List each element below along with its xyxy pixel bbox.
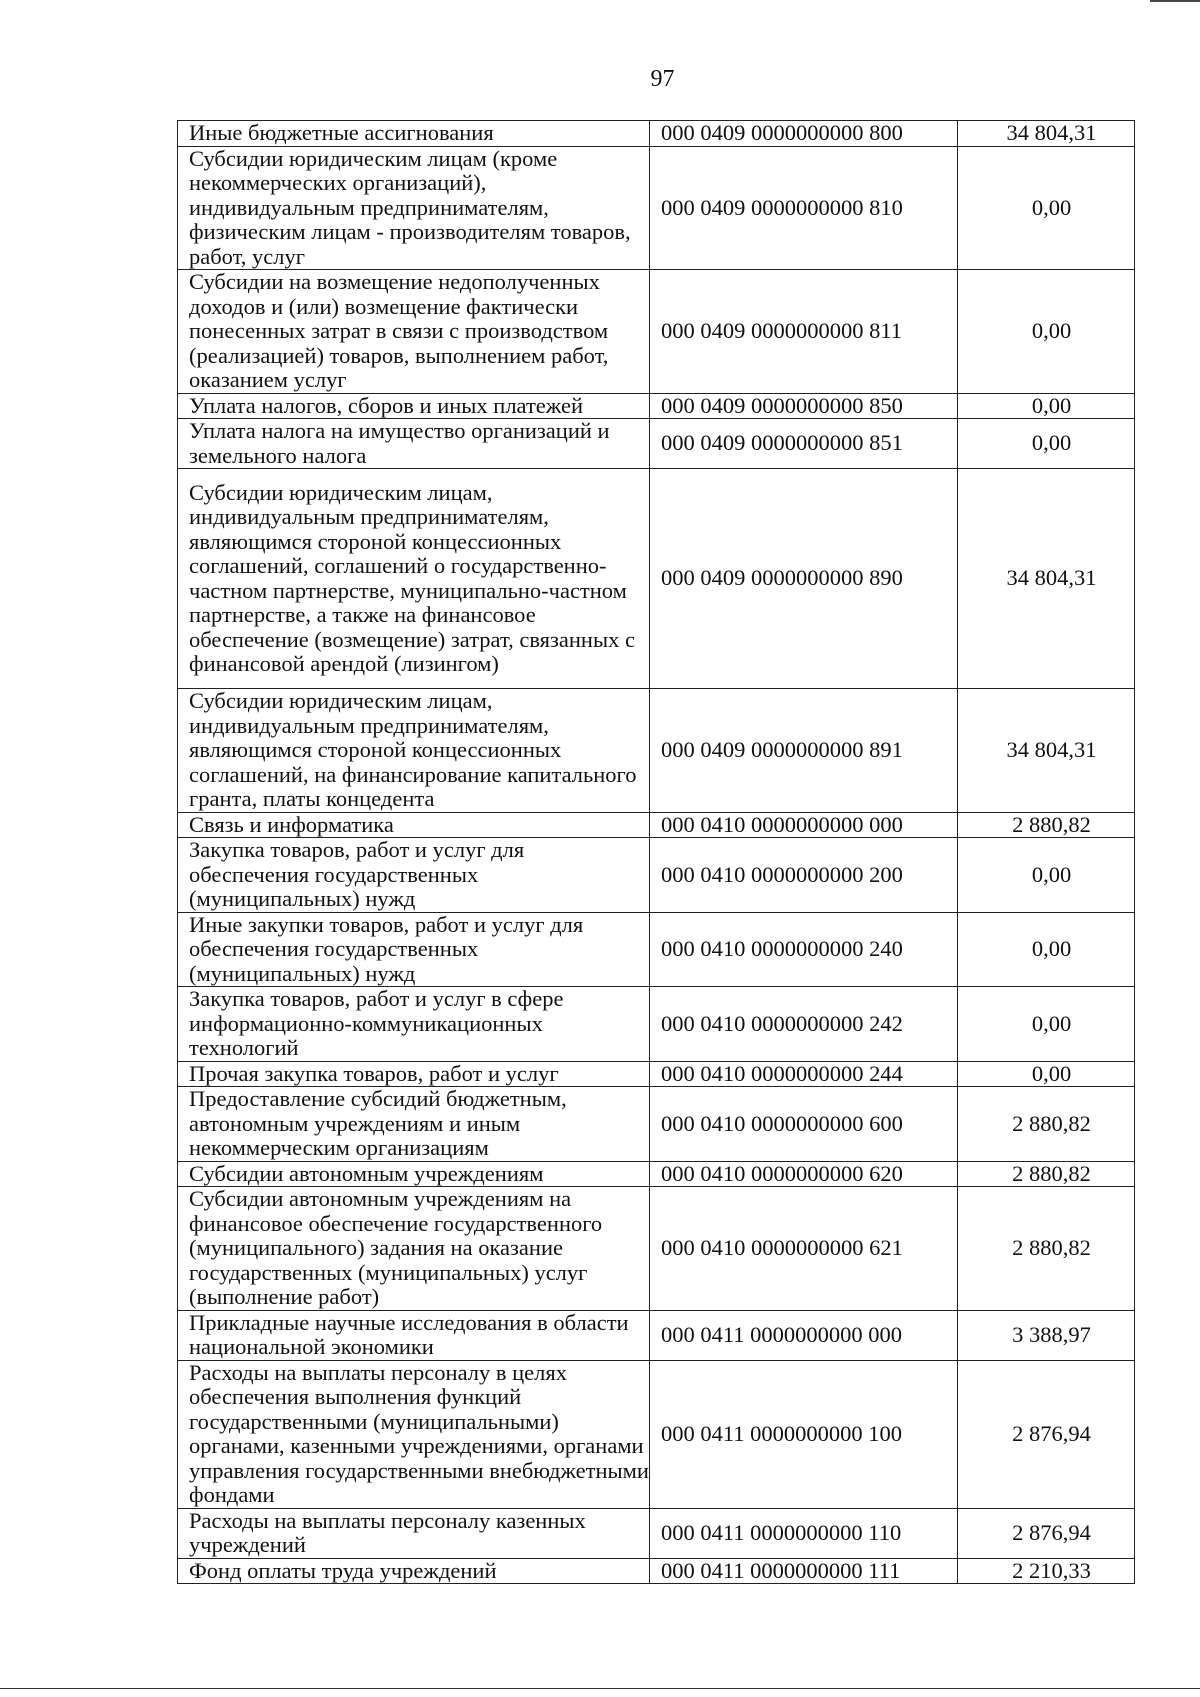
row-name-cell: Субсидии на возмещение недополученных доходов и (или) возмещение фактически понесенных затрат в связи с производством (реализацией) товаров, выполнением работ, оказанием услуг xyxy=(178,270,650,394)
table-row xyxy=(178,1187,1135,1311)
table-row xyxy=(178,393,1135,419)
row-name-cell: Уплата налогов, сборов и иных платежей xyxy=(178,393,650,419)
row-amount-cell: 0,00 xyxy=(958,912,1135,987)
row-amount-cell: 0,00 xyxy=(958,838,1135,913)
table-row xyxy=(178,689,1135,813)
row-amount-cell: 34 804,31 xyxy=(958,121,1135,147)
row-code-cell: 000 0410 0000000000 620 xyxy=(650,1161,958,1187)
row-code-cell: 000 0409 0000000000 811 xyxy=(650,270,958,394)
row-name-cell: Фонд оплаты труда учреждений xyxy=(178,1558,650,1584)
row-amount-cell: 0,00 xyxy=(958,987,1135,1062)
table-row xyxy=(178,121,1135,147)
table-row xyxy=(178,987,1135,1062)
row-code-cell: 000 0409 0000000000 800 xyxy=(650,121,958,147)
row-amount-cell: 2 880,82 xyxy=(958,1187,1135,1311)
table-row xyxy=(178,1087,1135,1162)
row-amount-cell: 34 804,31 xyxy=(958,689,1135,813)
budget-table xyxy=(177,120,1135,1584)
row-name-cell: Иные закупки товаров, работ и услуг для обеспечения государственных (муниципальных) нужд xyxy=(178,912,650,987)
table-row xyxy=(178,270,1135,394)
page-number: 97 xyxy=(650,66,675,92)
row-amount-cell: 0,00 xyxy=(958,1061,1135,1087)
row-amount-cell: 3 388,97 xyxy=(958,1310,1135,1360)
row-name-cell: Закупка товаров, работ и услуг для обеспечения государственных (муниципальных) нужд xyxy=(178,838,650,913)
row-name-cell: Прикладные научные исследования в области национальной экономики xyxy=(178,1310,650,1360)
table-row xyxy=(178,812,1135,838)
row-code-cell: 000 0410 0000000000 200 xyxy=(650,838,958,913)
table-row xyxy=(178,1558,1135,1584)
row-code-cell: 000 0410 0000000000 621 xyxy=(650,1187,958,1311)
row-code-cell: 000 0409 0000000000 850 xyxy=(650,393,958,419)
row-code-cell: 000 0409 0000000000 810 xyxy=(650,146,958,270)
row-name-cell: Связь и информатика xyxy=(178,812,650,838)
row-name-cell: Субсидии юридическим лицам (кроме некоммерческих организаций), индивидуальным предпринимателям, физическим лицам - производителям товаров, работ, услуг xyxy=(178,146,650,270)
row-code-cell: 000 0409 0000000000 891 xyxy=(650,689,958,813)
row-name-cell: Расходы на выплаты персоналу в целях обеспечения выполнения функций государственными (муниципальными) органами, казенными учреждениями, органами управления государственными внебюджетными фондами xyxy=(178,1360,650,1508)
table-row xyxy=(178,1061,1135,1087)
row-name-cell: Предоставление субсидий бюджетным, автономным учреждениям и иным некоммерческим организациям xyxy=(178,1087,650,1162)
row-amount-cell: 34 804,31 xyxy=(958,469,1135,689)
row-name-cell: Субсидии юридическим лицам, индивидуальным предпринимателям, являющимся стороной концессионных соглашений, на финансирование капитального гранта, платы концедента xyxy=(178,689,650,813)
row-amount-cell: 2 210,33 xyxy=(958,1558,1135,1584)
row-code-cell: 000 0411 0000000000 000 xyxy=(650,1310,958,1360)
row-amount-cell: 0,00 xyxy=(958,146,1135,270)
row-name-cell: Иные бюджетные ассигнования xyxy=(178,121,650,147)
row-code-cell: 000 0410 0000000000 000 xyxy=(650,812,958,838)
row-amount-cell: 2 876,94 xyxy=(958,1360,1135,1508)
table-row xyxy=(178,912,1135,987)
row-name-cell: Прочая закупка товаров, работ и услуг xyxy=(178,1061,650,1087)
row-amount-cell: 2 880,82 xyxy=(958,812,1135,838)
row-code-cell: 000 0410 0000000000 600 xyxy=(650,1087,958,1162)
table-row xyxy=(178,469,1135,689)
table-row xyxy=(178,1310,1135,1360)
row-name-cell: Закупка товаров, работ и услуг в сфере информационно-коммуникационных технологий xyxy=(178,987,650,1062)
row-name-cell: Расходы на выплаты персоналу казенных учреждений xyxy=(178,1508,650,1558)
table-row xyxy=(178,838,1135,913)
table-row xyxy=(178,146,1135,270)
table-row xyxy=(178,1360,1135,1508)
row-code-cell: 000 0411 0000000000 110 xyxy=(650,1508,958,1558)
scan-edge-mark xyxy=(1150,0,1200,14)
table-row xyxy=(178,1161,1135,1187)
row-amount-cell: 2 880,82 xyxy=(958,1087,1135,1162)
row-name-cell: Субсидии автономным учреждениям xyxy=(178,1161,650,1187)
row-code-cell: 000 0411 0000000000 111 xyxy=(650,1558,958,1584)
row-amount-cell: 0,00 xyxy=(958,393,1135,419)
row-name-cell: Субсидии юридическим лицам, индивидуальным предпринимателям, являющимся стороной концессионных соглашений, соглашений о государственно-частном партнерстве, муниципально-частном партнерстве, а также на финансовое обеспечение (возмещение) затрат, связанных с финансовой арендой (лизингом) xyxy=(178,469,650,689)
table-row xyxy=(178,1508,1135,1558)
row-amount-cell: 2 876,94 xyxy=(958,1508,1135,1558)
row-code-cell: 000 0409 0000000000 851 xyxy=(650,419,958,469)
row-code-cell: 000 0411 0000000000 100 xyxy=(650,1360,958,1508)
row-name-cell: Субсидии автономным учреждениям на финансовое обеспечение государственного (муниципального) задания на оказание государственных (муниципальных) услуг (выполнение работ) xyxy=(178,1187,650,1311)
row-amount-cell: 2 880,82 xyxy=(958,1161,1135,1187)
row-code-cell: 000 0410 0000000000 242 xyxy=(650,987,958,1062)
row-code-cell: 000 0410 0000000000 244 xyxy=(650,1061,958,1087)
row-code-cell: 000 0410 0000000000 240 xyxy=(650,912,958,987)
budget-table-body xyxy=(178,121,1135,1584)
table-row xyxy=(178,419,1135,469)
scan-bottom-edge xyxy=(0,1688,1200,1689)
row-code-cell: 000 0409 0000000000 890 xyxy=(650,469,958,689)
row-amount-cell: 0,00 xyxy=(958,419,1135,469)
row-name-cell: Уплата налога на имущество организаций и земельного налога xyxy=(178,419,650,469)
row-amount-cell: 0,00 xyxy=(958,270,1135,394)
